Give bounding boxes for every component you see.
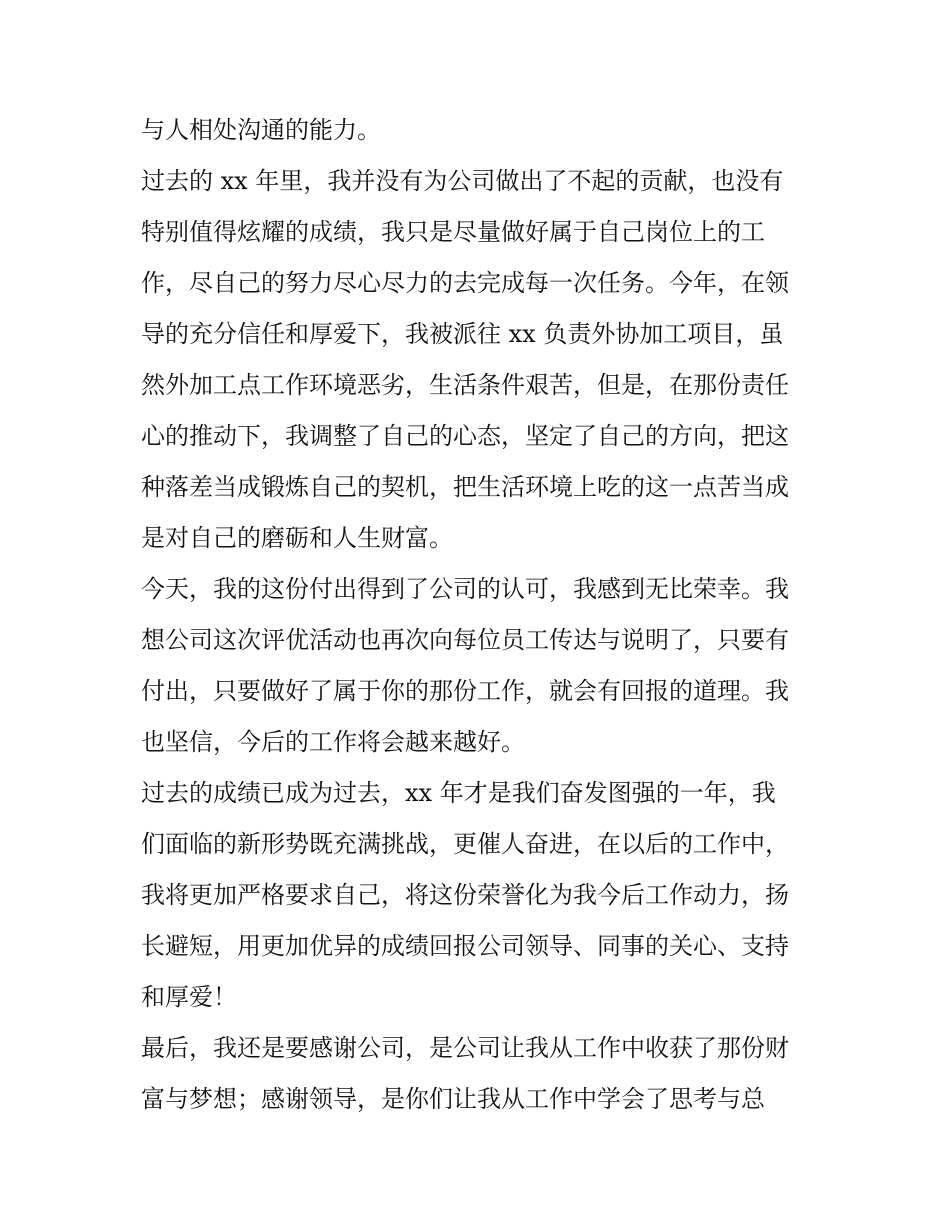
text-line: 我将更加严格要求自己，将这份荣誉化为我今后工作动力，扬 <box>141 881 789 909</box>
text-line: 与人相处沟通的能力。 <box>141 116 381 144</box>
text-line: 导的充分信任和厚爱下，我被派往 xx 负责外协加工项目，虽 <box>141 320 784 348</box>
text-line: 过去的 xx 年里，我并没有为公司做出了不起的贡献，也没有 <box>141 167 784 195</box>
text-line: 心的推动下，我调整了自己的心态，坚定了自己的方向，把这 <box>141 422 789 450</box>
text-line: 富与梦想；感谢领导，是你们让我从工作中学会了思考与总 <box>141 1085 765 1113</box>
text-line: 最后，我还是要感谢公司，是公司让我从工作中收获了那份财 <box>141 1034 789 1062</box>
text-line: 付出，只要做好了属于你的那份工作，就会有回报的道理。我 <box>141 677 789 705</box>
text-line: 长避短，用更加优异的成绩回报公司领导、同事的关心、支持 <box>141 932 789 960</box>
text-line: 今天，我的这份付出得到了公司的认可，我感到无比荣幸。我 <box>141 575 789 603</box>
text-line: 特别值得炫耀的成绩，我只是尽量做好属于自己岗位上的工 <box>141 218 765 246</box>
text-line: 和厚爱！ <box>141 983 237 1011</box>
text-line: 是对自己的磨砺和人生财富。 <box>141 524 453 552</box>
text-line: 们面临的新形势既充满挑战，更催人奋进，在以后的工作中， <box>141 830 789 858</box>
text-line: 然外加工点工作环境恶劣，生活条件艰苦，但是，在那份责任 <box>141 371 789 399</box>
text-line: 想公司这次评优活动也再次向每位员工传达与说明了，只要有 <box>141 626 789 654</box>
text-line: 作，尽自己的努力尽心尽力的去完成每一次任务。今年，在领 <box>141 269 789 297</box>
document-body <box>141 105 821 1125</box>
text-line: 过去的成绩已成为过去，xx 年才是我们奋发图强的一年，我 <box>141 779 776 807</box>
text-line: 也坚信，今后的工作将会越来越好。 <box>141 728 525 756</box>
text-line: 种落差当成锻炼自己的契机，把生活环境上吃的这一点苦当成 <box>141 473 789 501</box>
